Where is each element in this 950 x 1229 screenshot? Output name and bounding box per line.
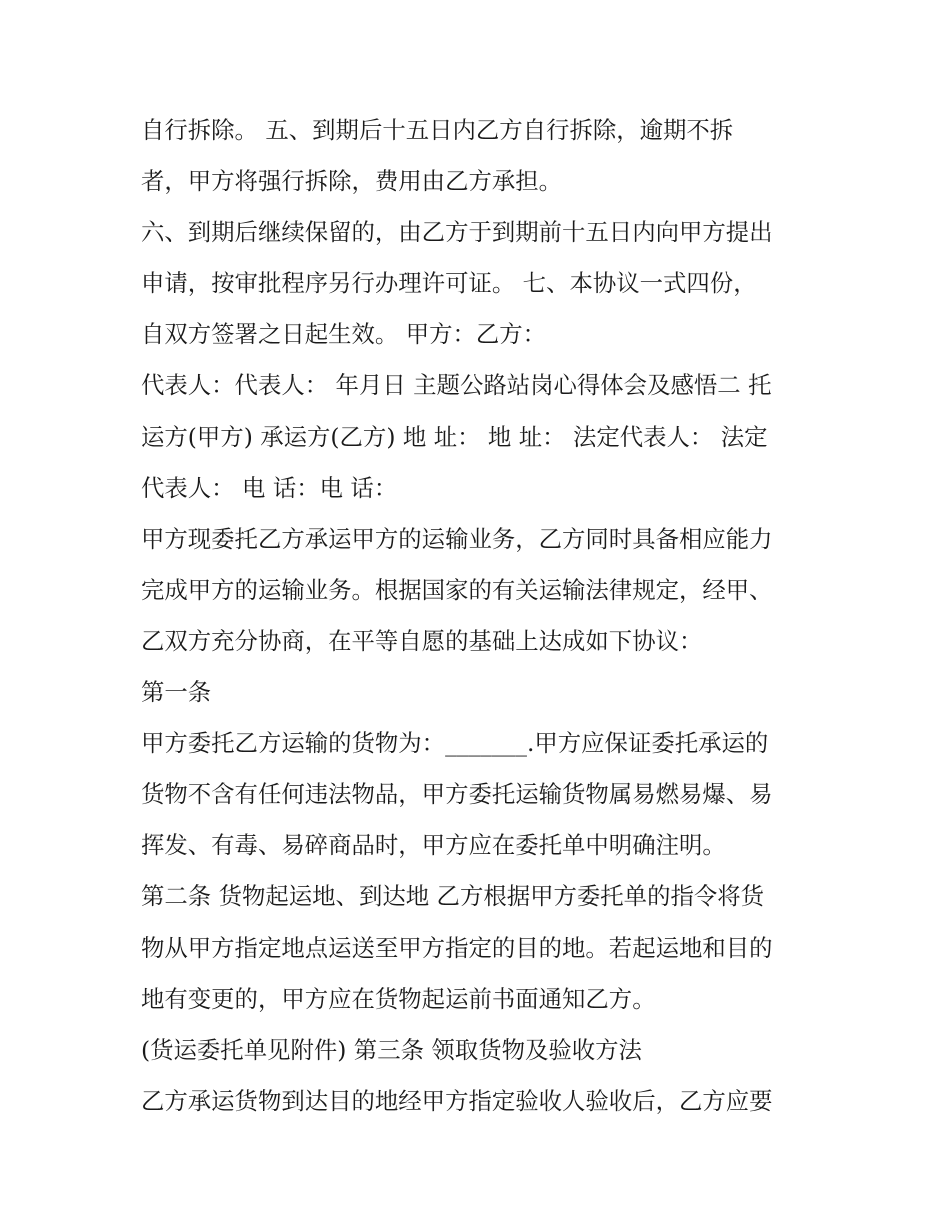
text-line: 运方(甲方) 承运方(乙方) 地 址： 地 址： 法定代表人： 法定 [141, 422, 768, 451]
text-line: 申请，按审批程序另行办理许可证。 七、本协议一式四份， [141, 269, 757, 298]
text-line: 甲方现委托乙方承运甲方的运输业务，乙方同时具备相应能力 [141, 524, 773, 553]
text-line: 六、到期后继续保留的，由乙方于到期前十五日内向甲方提出 [141, 218, 773, 247]
text-line: 代表人： 电 话：电 话： [141, 473, 398, 502]
document-body [141, 105, 831, 1127]
text-line: 乙双方充分协商，在平等自愿的基础上达成如下协议： [141, 626, 703, 655]
text-line: (货运委托单见附件) 第三条 领取货物及验收方法 [141, 1035, 642, 1064]
text-line: 货物不含有任何违法物品，甲方委托运输货物属易燃易爆、易 [141, 780, 773, 809]
section-heading: 第一条 [141, 678, 212, 707]
text-line: 挥发、有毒、易碎商品时，甲方应在委托单中明确注明。 [141, 831, 726, 860]
text-line: 完成甲方的运输业务。根据国家的有关运输法律规定，经甲、 [141, 575, 773, 604]
text-line: 乙方承运货物到达目的地经甲方指定验收人验收后，乙方应要 [141, 1086, 773, 1115]
text-line: 自行拆除。 五、到期后十五日内乙方自行拆除，逾期不拆 [141, 116, 734, 144]
text-line: 者，甲方将强行拆除，费用由乙方承担。 [141, 167, 563, 196]
text-line: 代表人：代表人： 年月日 主题公路站岗心得体会及感悟二 托 [141, 371, 772, 400]
text-line: 自双方签署之日起生效。 甲方：乙方： [141, 320, 547, 349]
text-line: 第二条 货物起运地、到达地 乙方根据甲方委托单的指令将货 [141, 882, 765, 911]
text-line: 物从甲方指定地点运送至甲方指定的目的地。若起运地和目的 [141, 933, 773, 962]
text-line: 地有变更的，甲方应在货物起运前书面通知乙方。 [141, 984, 656, 1013]
text-line: 甲方委托乙方运输的货物为：_______.甲方应保证委托承运的 [141, 729, 769, 758]
